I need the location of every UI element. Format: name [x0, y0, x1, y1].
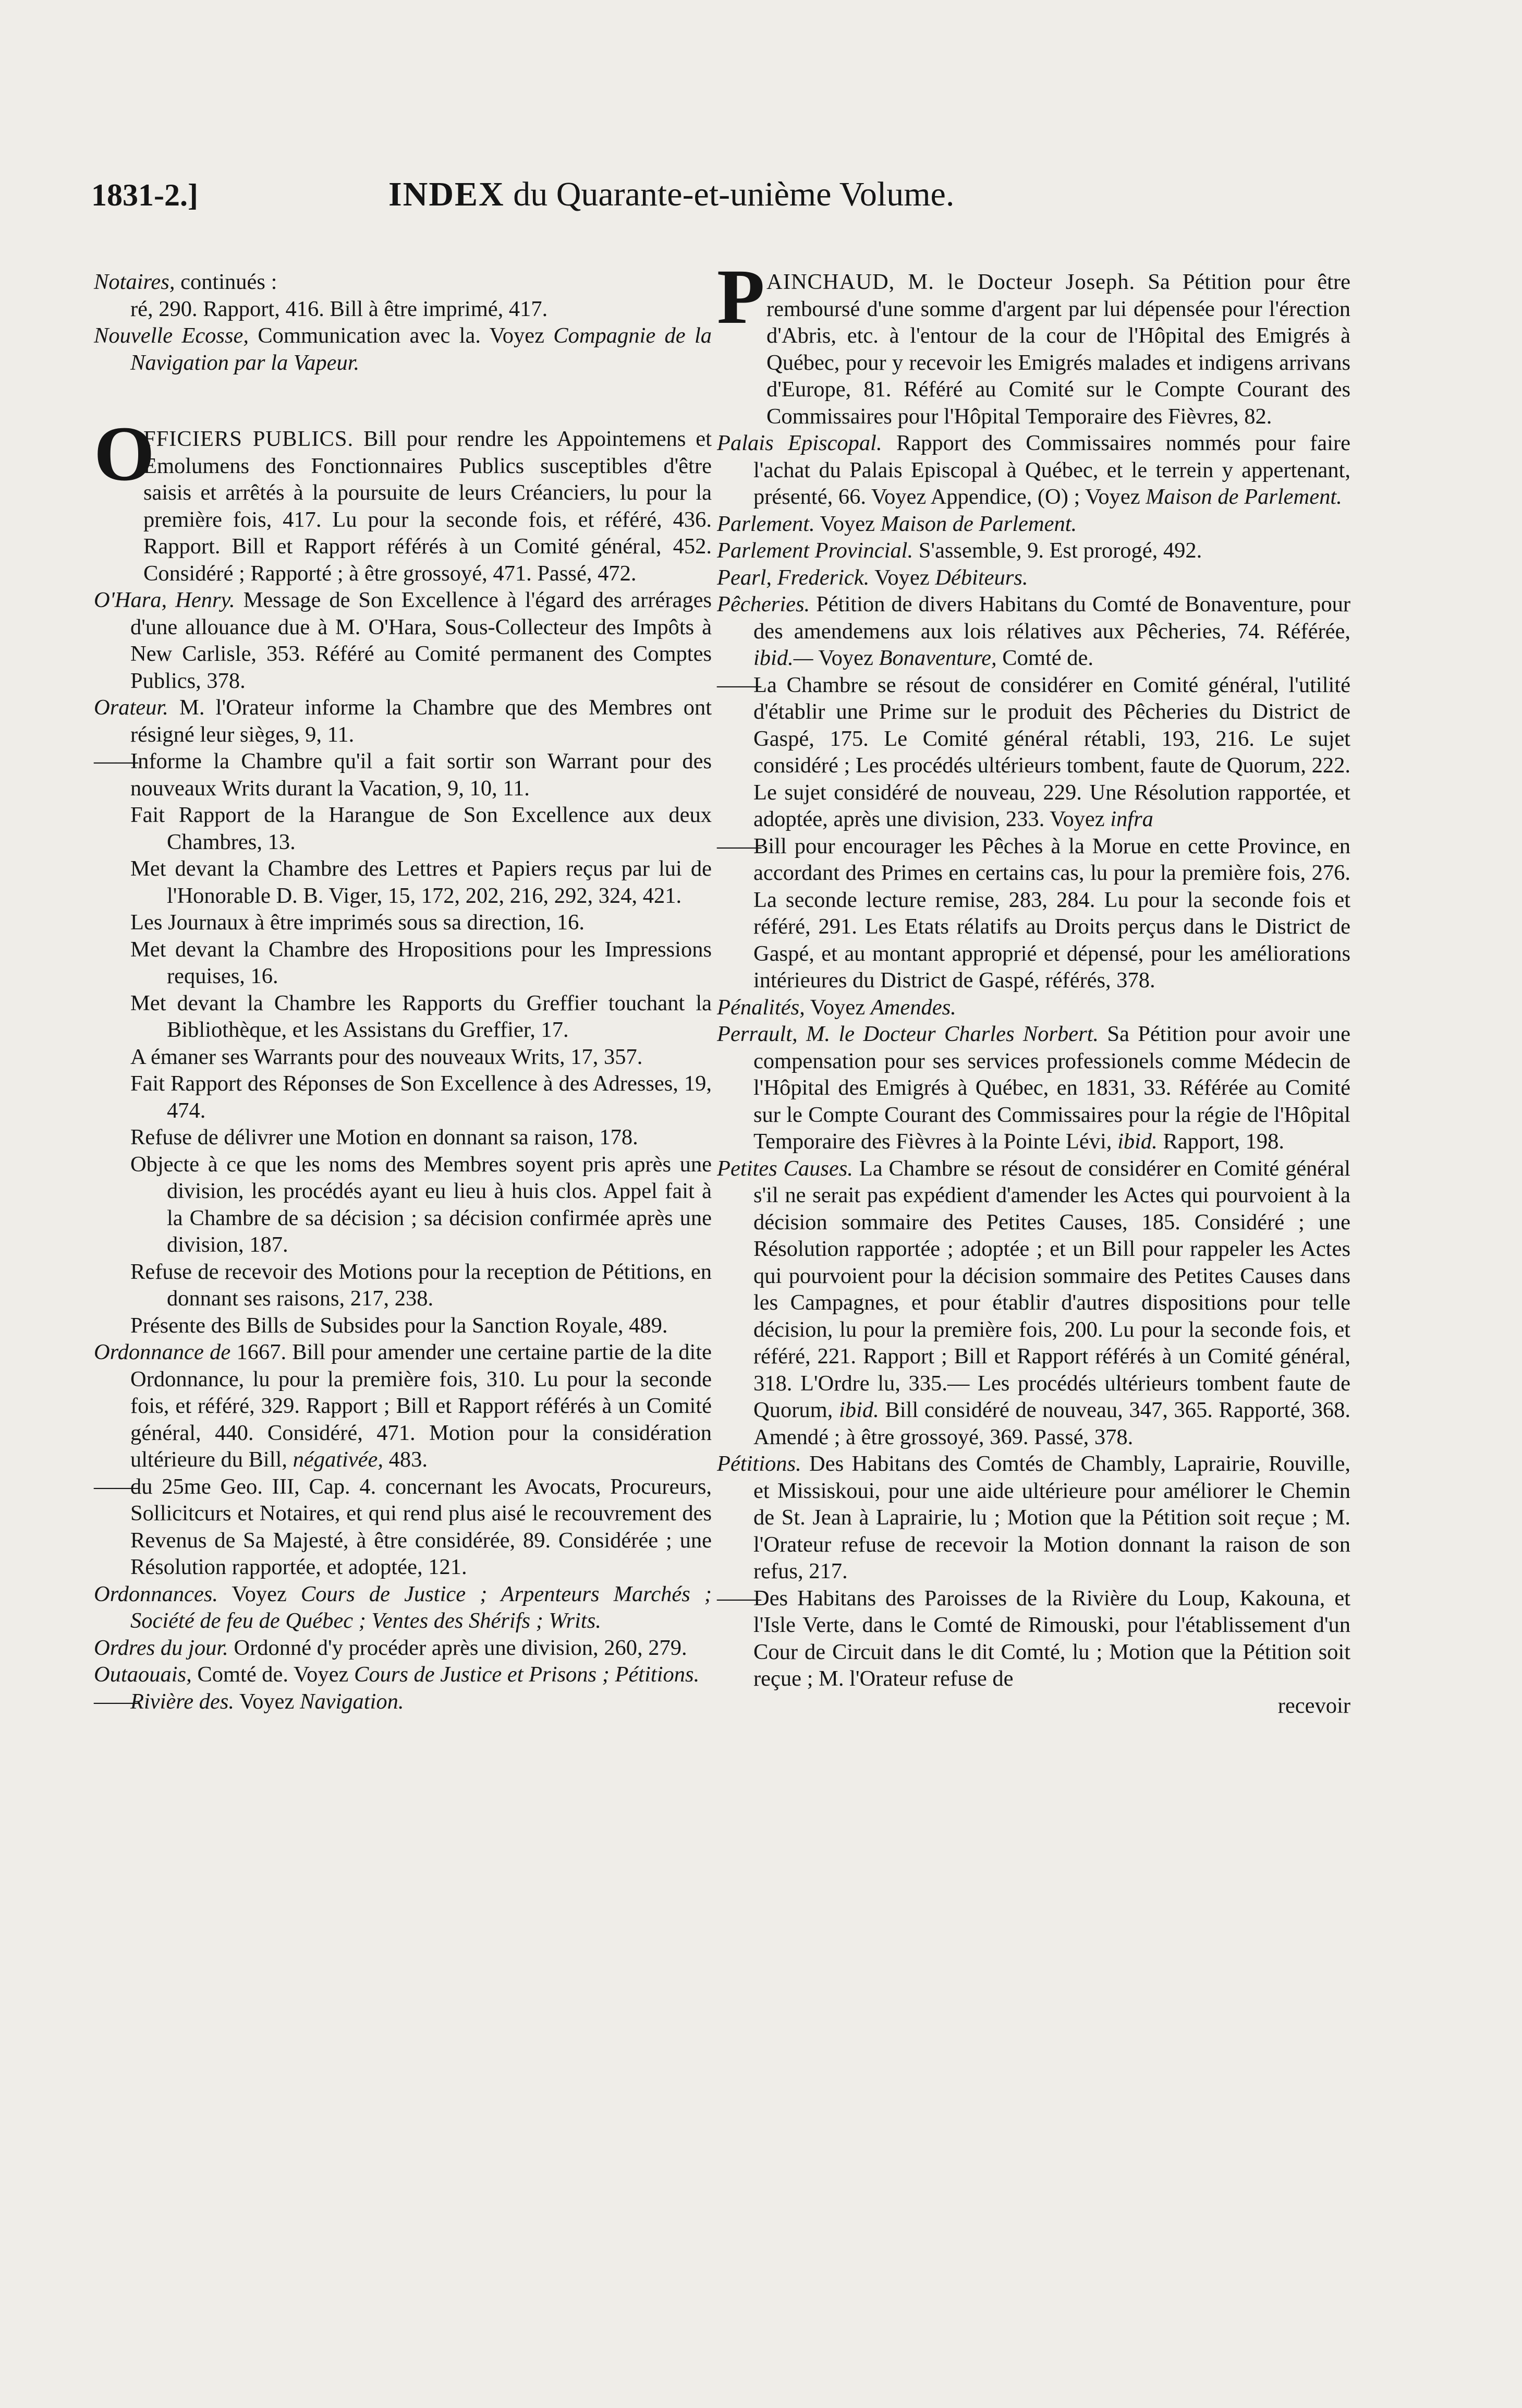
entry-text: Rapport, 198.	[1163, 1129, 1284, 1154]
orateur-subentry: Fait Rapport de la Harangue de Son Excellence aux deux Chambres, 13.	[130, 803, 712, 854]
headword: Parlement Provincial.	[717, 538, 914, 563]
entry-petitions	[717, 1450, 1350, 1585]
entry-text: Pétition de divers Habitans du Comté de Bonaventure, pour des amendemens aux lois rélatives aux Pêcheries, 74. Référée,	[753, 592, 1351, 644]
entry-text: 1667. Bill pour amender une certaine partie de la dite Ordonnance, lu pour la première fois, 310. Lu pour la seconde fois, et référé, 329. Rapport ; Bill et Rapport référés à un Comité général, 440. Considéré, 471. Motion pour la considération ultérieure du Bill,	[130, 1340, 712, 1472]
orateur-subentry	[94, 748, 712, 802]
entry-penalites	[717, 994, 1350, 1021]
headword: Pêcheries.	[717, 592, 810, 616]
section-gap	[94, 376, 712, 426]
dash-mark: ——	[94, 1474, 138, 1499]
entry-italic: ibid.	[1117, 1129, 1158, 1154]
headword: Notaires,	[94, 270, 175, 294]
headword: Parlement.	[717, 511, 815, 536]
orateur-subentry: Fait Rapport des Réponses de Son Excellence à des Adresses, 19, 474.	[130, 1071, 712, 1123]
entry-ordonnance	[94, 1339, 712, 1473]
cross-reference: Maison de Parlement.	[880, 511, 1077, 536]
subentry-text: Rivière des.	[130, 1689, 235, 1714]
orateur-subentry: Met devant la Chambre les Rapports du Greffier touchant la Bibliothèque, et les Assistans du Greffier, 17.	[130, 990, 712, 1042]
entry-palais-episcopal	[717, 430, 1350, 511]
entry-text: Bill considéré de nouveau, 347, 365. Rapporté, 368. Amendé ; à être grossoyé, 369. Passé, 378.	[753, 1398, 1351, 1449]
subentry-text: La Chambre se résout de considérer en Comité général, l'utilité d'établir une Prime sur le produit des Pêcheries du District de Gaspé, 175. Le Comité général rétabli, 193, 216. Le sujet considéré ; Les procédés ultérieurs tombent, faute de Quorum, 222. Le sujet considéré de nouveau, 229. Une Résolution rapportée, et adoptée, après une division, 233. Voyez	[753, 672, 1350, 831]
entry-text: S'assemble, 9. Est prorogé, 492.	[918, 538, 1202, 563]
entry-text: Comté de. Voyez	[197, 1662, 349, 1687]
entry-italic: négativée,	[293, 1447, 384, 1472]
headword: Palais Episcopal.	[717, 431, 882, 455]
entry-petites-causes	[717, 1155, 1350, 1451]
ordonnance-subentry	[94, 1473, 712, 1581]
dash-mark: ——	[94, 749, 138, 773]
left-column	[94, 269, 712, 1715]
petitions-subentry	[717, 1585, 1350, 1692]
headword: Ordres du jour.	[94, 1635, 228, 1660]
entry-text: Comté de.	[1002, 646, 1093, 670]
entry-italic: ibid.—	[753, 646, 813, 670]
cross-reference: Amendes.	[870, 995, 956, 1020]
entry-text: Des Habitans des Comtés de Chambly, Laprairie, Rouville, et Missiskoui, pour une aide ultérieure pour améliorer le Chemin de St. Jean à Laprairie, lu ; Motion que la Pétition soit reçue ; M. l'Orateur refuse de recevoir la Motion donnant la raison de son refus, 217.	[753, 1451, 1351, 1583]
title-rest: du Quarante-et-unième Volume.	[513, 175, 955, 213]
entry-text: Bill pour rendre les Appointemens et Emolumens des Fonctionnaires Publics susceptibles d'être saisis et arrêtés à la poursuite de leurs Créanciers, lu pour la première fois, 417. Lu pour la seconde fois, et référé, 436. Rapport. Bill et Rapport référés à un Comité général, 452. Considéré ; Rapporté ; à être grossoyé, 471. Passé, 472.	[143, 427, 712, 586]
orateur-subentry: Met devant la Chambre des Lettres et Papiers reçus par lui de l'Honorable D. B. Viger, 15, 172, 202, 216, 292, 324, 421.	[130, 856, 712, 908]
entry-text: 483.	[388, 1447, 428, 1472]
title-index: INDEX	[388, 175, 505, 213]
entry-text: Voyez	[232, 1581, 287, 1606]
right-column	[717, 253, 1351, 1719]
entry-text: La Chambre se résout de considérer en Comité général s'il ne serait pas expédient d'amender les Actes qui pourvoient à la décision sommaire des Petites Causes, 185. Considéré ; une Résolution rapportée ; adoptée ; et un Bill pour rappeler les Actes qui pourvoient pour la décision sommaire des Petites Causes dans les Campagnes, et pour établir d'autres dispositions pour telle décision, lu pour la première fois, 200. Lu pour la seconde fois, et référé, 221. Rapport ; Bill et Rapport référés à un Comité général, 318. L'Ordre lu, 335.— Les procédés ultérieurs tombent faute de Quorum,	[753, 1156, 1350, 1422]
entry-nouvelle-ecosse	[94, 322, 712, 376]
subentry-text: Bill pour encourager les Pêches à la Morue en cette Province, en accordant des Primes en certains cas, lu pour la première fois, 276. La seconde lecture remise, 283, 284. Lu pour la seconde fois et référé, 291. Les Etats rélatifs au Droits perçus dans le District de Gaspé, et au montant approprié et dépensé, pour les améliorations intérieures du District de Gaspé, référés, 378.	[753, 833, 1350, 993]
entry-text: Voyez	[818, 646, 873, 670]
entry-text: continués :	[180, 270, 277, 294]
catchword: recevoir	[1277, 1693, 1350, 1718]
entry-parlement-provincial	[717, 537, 1350, 564]
orateur-subentry: A émaner ses Warrants pour des nouveaux Writs, 17, 357.	[130, 1044, 643, 1069]
orateur-subentry: Objecte à ce que les noms des Membres soyent pris après une division, les procédés ayant eu lieu à huis clos. Appel fait à la Chambre de sa décision ; sa décision confirmée après une division, 187.	[130, 1152, 712, 1257]
drop-cap: O	[94, 410, 155, 497]
entry-perrault	[717, 1021, 1350, 1155]
entry-orateur	[94, 694, 712, 748]
page-title	[388, 175, 954, 214]
subentry-text: Informe la Chambre qu'il a fait sortir son Warrant pour des nouveaux Writs durant la Vacation, 9, 10, 11.	[130, 749, 712, 801]
headword: Pénalités,	[717, 995, 805, 1020]
headword: Pearl, Frederick.	[717, 565, 870, 590]
drop-cap: P	[717, 253, 765, 340]
pecheries-subentry	[717, 833, 1350, 994]
orateur-subentry: Les Journaux à être imprimés sous sa direction, 16.	[130, 910, 585, 935]
cross-reference: Maison de Parlement.	[1146, 485, 1342, 509]
cross-reference: Cours de Justice et Prisons ; Pétitions.	[354, 1662, 700, 1687]
entry-italic: infra	[1110, 807, 1153, 831]
entry-outaouais	[94, 1661, 712, 1688]
headword: Perrault, M. le Docteur Charles Norbert.	[717, 1022, 1099, 1046]
pecheries-subentry	[717, 672, 1350, 833]
entry-ohara	[94, 587, 712, 694]
headword: Ordonnances.	[94, 1581, 218, 1606]
headword: FFICIERS PUBLICS.	[143, 427, 354, 451]
headword: Ordonnance de	[94, 1340, 231, 1364]
entry-ordres-du-jour	[94, 1635, 712, 1662]
orateur-subentry: Présente des Bills de Subsides pour la Sanction Royale, 489.	[130, 1313, 668, 1338]
dash-mark: ——	[94, 1689, 138, 1714]
entry-italic: ibid.	[838, 1398, 879, 1422]
entry-text: Ordonné d'y procéder après une division, 260, 279.	[234, 1635, 687, 1660]
headword: Outaouais,	[94, 1662, 192, 1687]
entry-parlement	[717, 511, 1350, 538]
entry-notaires	[94, 269, 712, 296]
entry-text: Voyez	[239, 1689, 295, 1714]
entry-text: Sa Pétition pour avoir une compensation pour ses services professionels comme Médecin de l'Hôpital des Emigrés à Québec, en 1831, 33. Référée au Comité sur le Compte Courant des Commissaires pour la régie de l'Hôpital Temporaire des Fièvres à la Pointe Lévi,	[753, 1022, 1350, 1154]
headword: Petites Causes.	[717, 1156, 853, 1181]
cross-reference: Débiteurs.	[935, 565, 1028, 590]
outaouais-subentry	[94, 1688, 712, 1715]
cross-reference: Cours de Justice ; Arpenteurs Marchés ; Société de feu de Québec ; Ventes des Shérifs ; Writs.	[130, 1581, 712, 1633]
entry-text: Message de Son Excellence à l'égard des arrérages d'une allouance due à M. O'Hara, Sous-Collecteur des Impôts à New Carlisle, 353. Référé au Comité permanent des Comptes Publics, 378.	[130, 588, 712, 693]
entry-text: Sa Pétition pour être remboursé d'une somme d'argent par lui dépensée pour l'érection d'Abris, etc. à l'entour de la cour de l'Hôpital des Emigrés à Québec, pour y recevoir les Emigrés malades et indigens arrivans d'Europe, 81. Référé au Comité sur le Compte Courant des Commissaires pour l'Hôpital Temporaire des Fièvres, 82.	[766, 270, 1351, 429]
dash-mark: ——	[717, 833, 761, 858]
cross-reference: Navigation.	[299, 1689, 404, 1714]
cross-reference: Bonaventure,	[879, 646, 997, 670]
dash-mark: ——	[717, 672, 761, 697]
subentry-text: du 25me Geo. III, Cap. 4. concernant les Avocats, Procureurs, Sollicitcurs et Notaires, et qui rend plus aisé le recouvrement des Revenus de Sa Majesté, à être considérée, 89. Considérée ; une Résolution rapportée, et adoptée, 121.	[130, 1474, 712, 1579]
entry-officiers-publics	[94, 410, 712, 587]
entry-text: Rapport des Commissaires nommés pour faire l'achat du Palais Episcopal à Québec, et le terrein y appertenant, présenté, 66. Voyez Appendice, (O) ; Voyez	[753, 431, 1350, 509]
dash-mark: ——	[717, 1586, 761, 1611]
orateur-subentry: Refuse de délivrer une Motion en donnant sa raison, 178.	[130, 1125, 638, 1149]
headword: Nouvelle Ecosse,	[94, 323, 249, 348]
entry-painchaud	[717, 253, 1351, 430]
entry-pearl	[717, 564, 1350, 591]
entry-text: Voyez	[874, 565, 930, 590]
headword: O'Hara, Henry.	[94, 588, 235, 612]
entry-ordonnances	[94, 1581, 712, 1635]
headword: Orateur.	[94, 695, 168, 720]
orateur-subentry: Met devant la Chambre des Hropositions pour les Impressions requises, 16.	[130, 937, 712, 988]
entry-pecheries	[717, 591, 1350, 672]
headword: AINCHAUD, M. le Docteur Joseph.	[766, 270, 1136, 294]
cross-reference: Compagnie de la Navigation par la Vapeur.	[130, 323, 712, 375]
orateur-subentry: Refuse de recevoir des Motions pour la reception de Pétitions, en donnant ses raisons, 217, 238.	[130, 1259, 712, 1311]
subentry-text: Des Habitans des Paroisses de la Rivière du Loup, Kakouna, et l'Isle Verte, dans le Comté de Rimouski, pour l'établissement d'un Cour de Circuit dans le dit Comté, lu ; Motion que la Pétition soit reçue ; M. l'Orateur refuse de	[753, 1586, 1350, 1691]
entry-notaires-sub: ré, 290. Rapport, 416. Bill à être imprimé, 417.	[130, 296, 548, 321]
headword: Pétitions.	[717, 1451, 801, 1476]
page-year: 1831-2.]	[91, 178, 198, 212]
entry-text: Voyez	[810, 995, 866, 1020]
entry-text: Voyez	[820, 511, 875, 536]
entry-text: M. l'Orateur informe la Chambre que des Membres ont résigné leur sièges, 9, 11.	[130, 695, 712, 747]
entry-text: Communication avec la. Voyez	[258, 323, 544, 348]
